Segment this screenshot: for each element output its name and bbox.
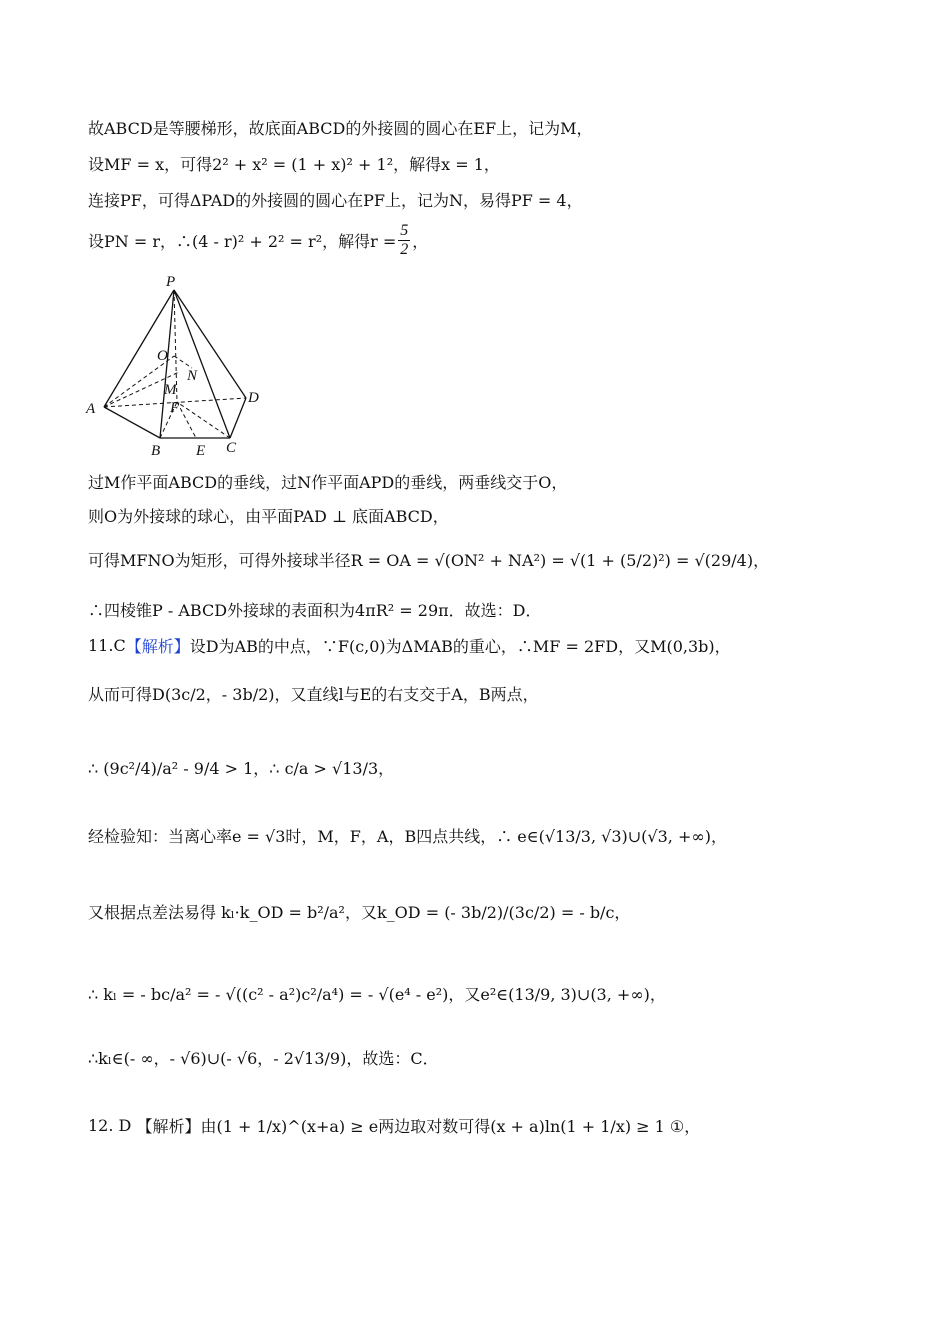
label-M: M — [164, 382, 177, 398]
solution-line-14: ∴ kₗ = - bc/a² = - √((c² - a²)c²/a⁴) = - √(e⁴ - e²)，又e²∈(13/9, 3)∪(3, +∞)， — [88, 985, 666, 1004]
solution-line-2: 设MF = x，可得2² + x² = (1 + x)² + 1²，解得x = 1， — [88, 155, 500, 174]
solution-line-15: ∴kₗ∈(- ∞，- √6)∪(- √6，- 2√13/9)，故选：C． — [88, 1049, 439, 1068]
analysis-tag: 【解析】 — [125, 637, 190, 656]
solution-line-4: 设PN = r，∴(4 - r)² + 2² = r²，解得r = $\frac{5}{2}$ ， — [88, 222, 429, 259]
label-F: F — [170, 400, 180, 416]
label-C: C — [226, 440, 237, 456]
solution-line-3: 连接PF，可得ΔPAD的外接圆的圆心在PF上，记为N，易得PF = 4， — [88, 191, 583, 210]
solution-line-8: ∴四棱锥P - ABCD外接球的表面积为4πR² = 29π．故选：D． — [88, 601, 542, 620]
fraction-five-halves: $\frac{5}{2}$ — [400, 222, 409, 259]
problem-11-header: 11.C 【解析】 设D为AB的中点，∵F(c,0)为ΔMAB的重心，∴MF = 2FD，又M(0,3b)， — [88, 636, 731, 656]
solution-line-1: 故ABCD是等腰梯形，故底面ABCD的外接圆的圆心在EF上，记为M， — [88, 119, 593, 138]
pyramid-figure — [84, 272, 284, 462]
label-E: E — [196, 443, 206, 459]
solution-line-6: 则O为外接球的球心，由平面PAD ⊥ 底面ABCD， — [88, 507, 449, 526]
label-B: B — [151, 443, 161, 459]
solution-line-13: 又根据点差法易得 kₗ·k_OD = b²/a²，又k_OD = (- 3b/2)/(3c/2) = - b/c， — [88, 903, 631, 922]
solution-line-11: ∴ (9c²/4)/a² - 9/4 > 1，∴ c/a > √13/3， — [88, 759, 395, 778]
problem-12-header: 12. D 【解析】由(1 + 1/x)^(x+a) ≥ e两边取对数可得(x + a)ln(1 + 1/x) ≥ 1 ①， — [88, 1116, 701, 1136]
label-A: A — [86, 401, 96, 417]
label-P: P — [166, 274, 176, 290]
label-N: N — [187, 368, 198, 384]
solution-line-10: 从而可得D(3c/2，- 3b/2)，又直线l与E的右支交于A，B两点， — [88, 685, 539, 704]
solution-line-7: 可得MFNO为矩形，可得外接球半径R = OA = √(ON² + NA²) = √(1 + (5/2)²) = √(29/4)， — [88, 551, 770, 570]
solution-line-5: 过M作平面ABCD的垂线，过N作平面APD的垂线，两垂线交于O， — [88, 473, 568, 492]
label-D: D — [248, 390, 259, 406]
label-O: O — [157, 348, 168, 364]
solution-line-12: 经检验知：当离心率e = √3时，M，F，A，B四点共线，∴ e∈(√13/3, √3)∪(√3, +∞)， — [88, 827, 727, 846]
